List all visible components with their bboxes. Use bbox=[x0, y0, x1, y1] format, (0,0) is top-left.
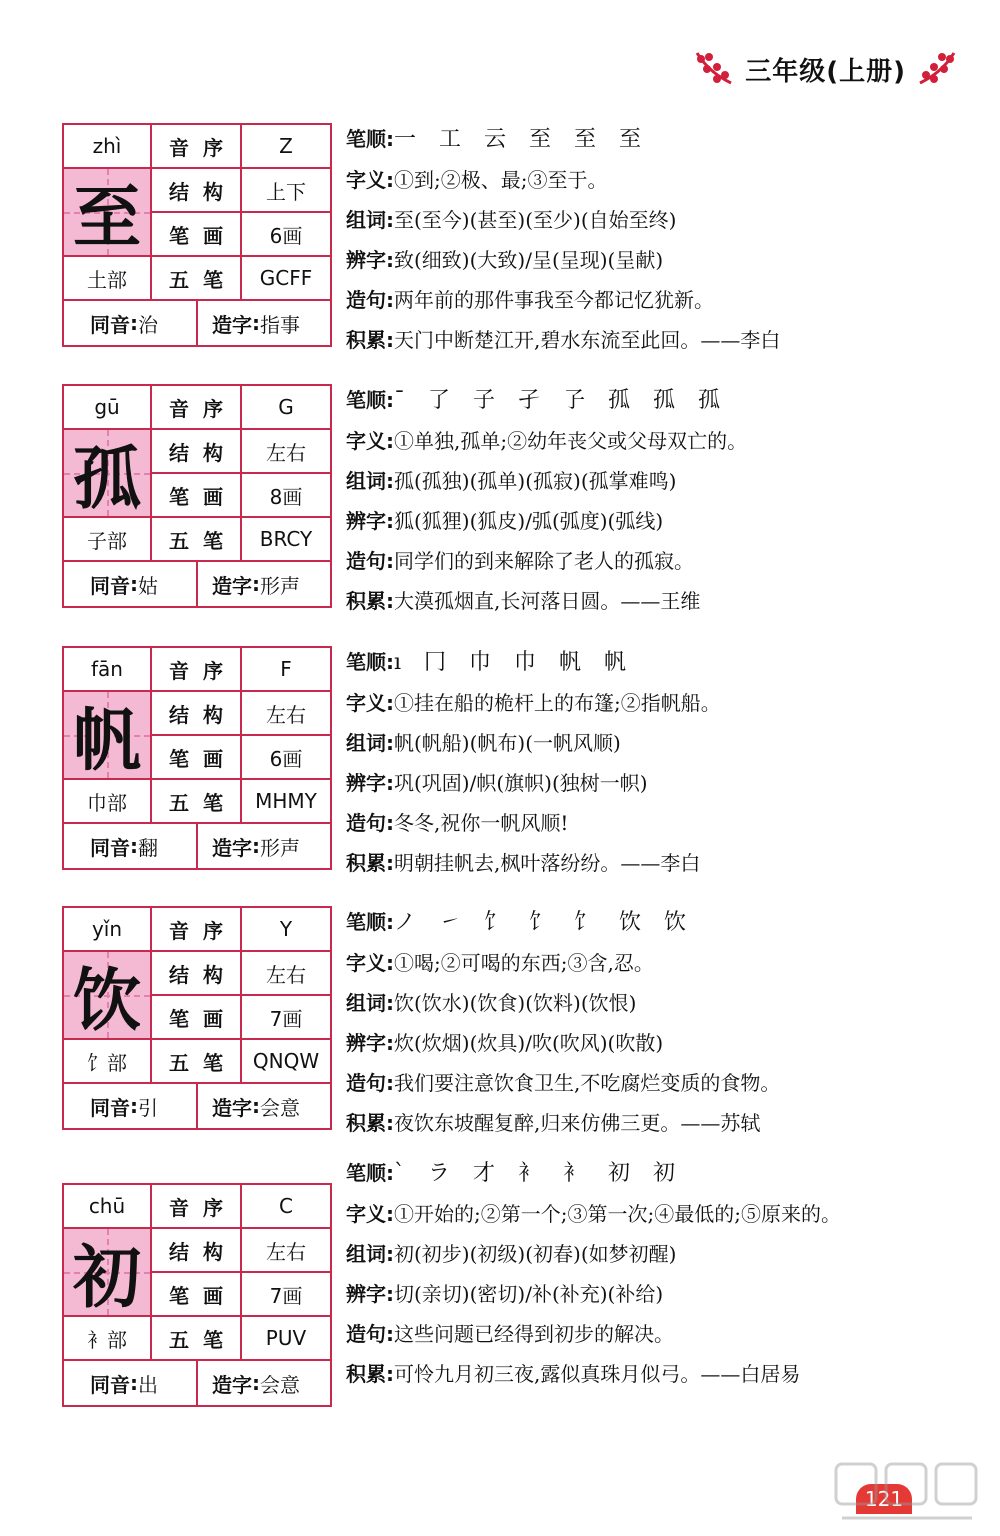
radical: 土部 bbox=[64, 257, 152, 301]
words-key: 组词: bbox=[346, 991, 394, 1015]
accumulate-key: 积累: bbox=[346, 1362, 394, 1386]
formation-label: 造字 bbox=[212, 1372, 252, 1397]
char-card bbox=[62, 906, 332, 1130]
stroke-count: 8画 bbox=[242, 474, 330, 518]
radical: 衤部 bbox=[64, 1317, 152, 1361]
accumulate-key: 积累: bbox=[346, 1111, 394, 1135]
homophone: 同音 : 翻 bbox=[64, 824, 198, 868]
order-value: G bbox=[242, 386, 330, 430]
meaning: ①开始的;②第一个;③第一次;④最低的;⑤原来的。 bbox=[394, 1202, 841, 1226]
homophone-value: 出 bbox=[138, 1372, 158, 1397]
homophone: 同音 : 引 bbox=[64, 1084, 198, 1128]
char-box bbox=[64, 169, 152, 257]
pinyin: yǐn bbox=[64, 908, 152, 952]
char-box bbox=[64, 692, 152, 780]
pinyin: gū bbox=[64, 386, 152, 430]
meaning-key: 字义: bbox=[346, 1202, 394, 1226]
main-character: 饮 bbox=[72, 960, 141, 1040]
order-value: Y bbox=[242, 908, 330, 952]
structure-value: 左右 bbox=[242, 692, 330, 736]
homophone: 同音 : 姑 bbox=[64, 562, 198, 606]
structure-label: 结构 bbox=[152, 1229, 242, 1273]
accumulate: 可怜九月初三夜,露似真珠月似弓。——白居易 bbox=[394, 1362, 801, 1386]
formation-label: 造字 bbox=[212, 312, 252, 337]
sentence-key: 造句: bbox=[346, 811, 394, 835]
stroke-order-key: 笔顺: bbox=[346, 650, 394, 674]
distinguish: 炊(炊烟)(炊具)/吹(吹风)(吹散) bbox=[394, 1031, 664, 1055]
sentence-key: 造句: bbox=[346, 288, 394, 312]
radical: 子部 bbox=[64, 518, 152, 562]
formation-value: 形声 bbox=[260, 573, 300, 598]
stroke-count: 7画 bbox=[242, 996, 330, 1040]
accumulate-key: 积累: bbox=[346, 328, 394, 352]
homophone-label: 同音 bbox=[90, 312, 130, 337]
wubi-code: QNQW bbox=[242, 1040, 330, 1084]
distinguish-key: 辨字: bbox=[346, 1282, 394, 1306]
char-info bbox=[346, 902, 946, 1143]
wubi-code: PUV bbox=[242, 1317, 330, 1361]
char-info bbox=[346, 380, 946, 621]
structure-label: 结构 bbox=[152, 692, 242, 736]
pinyin: fān bbox=[64, 648, 152, 692]
formation: 造字 : 指事 bbox=[198, 301, 330, 345]
distinguish-key: 辨字: bbox=[346, 248, 394, 272]
strokes-label: 笔画 bbox=[152, 736, 242, 780]
order-label: 音序 bbox=[152, 386, 242, 430]
order-label: 音序 bbox=[152, 125, 242, 169]
distinguish-key: 辨字: bbox=[346, 1031, 394, 1055]
meaning-key: 字义: bbox=[346, 168, 394, 192]
structure-value: 左右 bbox=[242, 430, 330, 474]
sentence: 同学们的到来解除了老人的孤寂。 bbox=[394, 549, 694, 573]
right-sprig-icon bbox=[916, 47, 960, 91]
homophone-label: 同音 bbox=[90, 1095, 130, 1120]
sentence-key: 造句: bbox=[346, 1322, 394, 1346]
stroke-order-key: 笔顺: bbox=[346, 127, 394, 151]
stroke-count: 6画 bbox=[242, 736, 330, 780]
accumulate: 明朝挂帆去,枫叶落纷纷。——李白 bbox=[394, 851, 701, 875]
words: 孤(孤独)(孤单)(孤寂)(孤掌难鸣) bbox=[394, 469, 677, 493]
wubi-code: GCFF bbox=[242, 257, 330, 301]
distinguish: 致(细致)(大致)/呈(呈现)(呈献) bbox=[394, 248, 664, 272]
char-box bbox=[64, 1229, 152, 1317]
formation: 造字 : 会意 bbox=[198, 1361, 330, 1405]
accumulate: 夜饮东坡醒复醉,归来仿佛三更。——苏轼 bbox=[394, 1111, 761, 1135]
stroke-order-key: 笔顺: bbox=[346, 1161, 394, 1185]
meaning: ①到;②极、最;③至于。 bbox=[394, 168, 608, 192]
stroke-order: ˉ 了 子 孑 孒 孤 孤 孤 bbox=[394, 388, 728, 413]
accumulate: 大漠孤烟直,长河落日圆。——王维 bbox=[394, 589, 701, 613]
formation-value: 会意 bbox=[260, 1095, 300, 1120]
char-card bbox=[62, 1183, 332, 1407]
pinyin: zhì bbox=[64, 125, 152, 169]
distinguish: 巩(巩固)/帜(旗帜)(独树一帜) bbox=[394, 771, 648, 795]
formation-label: 造字 bbox=[212, 1095, 252, 1120]
char-info bbox=[346, 119, 946, 360]
page-number: 121 bbox=[856, 1484, 912, 1514]
structure-label: 结构 bbox=[152, 952, 242, 996]
stroke-count: 7画 bbox=[242, 1273, 330, 1317]
homophone: 同音 : 治 bbox=[64, 301, 198, 345]
formation-value: 会意 bbox=[260, 1372, 300, 1397]
grade-title: 三年级(上册) bbox=[745, 56, 906, 87]
formation: 造字 : 会意 bbox=[198, 1084, 330, 1128]
order-value: C bbox=[242, 1185, 330, 1229]
words: 饮(饮水)(饮食)(饮料)(饮恨) bbox=[394, 991, 637, 1015]
homophone-label: 同音 bbox=[90, 835, 130, 860]
wubi-label: 五笔 bbox=[152, 780, 242, 824]
sentence: 冬冬,祝你一帆风顺! bbox=[394, 811, 569, 835]
accumulate-key: 积累: bbox=[346, 851, 394, 875]
formation-label: 造字 bbox=[212, 835, 252, 860]
char-card bbox=[62, 384, 332, 608]
main-character: 至 bbox=[72, 177, 141, 257]
char-card bbox=[62, 123, 332, 347]
sentence-key: 造句: bbox=[346, 1071, 394, 1095]
structure-value: 左右 bbox=[242, 952, 330, 996]
words-key: 组词: bbox=[346, 208, 394, 232]
stroke-order-key: 笔顺: bbox=[346, 910, 394, 934]
radical: 巾部 bbox=[64, 780, 152, 824]
sentence: 两年前的那件事我至今都记忆犹新。 bbox=[394, 288, 714, 312]
distinguish: 切(亲切)(密切)/补(补充)(补给) bbox=[394, 1282, 664, 1306]
words-key: 组词: bbox=[346, 1242, 394, 1266]
wubi-label: 五笔 bbox=[152, 1317, 242, 1361]
words-key: 组词: bbox=[346, 469, 394, 493]
structure-label: 结构 bbox=[152, 430, 242, 474]
stroke-order: ı 冂 巾 巾 帆 帆 bbox=[394, 650, 635, 675]
homophone-label: 同音 bbox=[90, 573, 130, 598]
wubi-label: 五笔 bbox=[152, 257, 242, 301]
sentence: 我们要注意饮食卫生,不吃腐烂变质的食物。 bbox=[394, 1071, 781, 1095]
distinguish-key: 辨字: bbox=[346, 771, 394, 795]
meaning-key: 字义: bbox=[346, 691, 394, 715]
homophone-value: 引 bbox=[138, 1095, 158, 1120]
stroke-count: 6画 bbox=[242, 213, 330, 257]
sentence: 这些问题已经得到初步的解决。 bbox=[394, 1322, 674, 1346]
homophone-value: 翻 bbox=[138, 835, 158, 860]
wubi-code: MHMY bbox=[242, 780, 330, 824]
distinguish-key: 辨字: bbox=[346, 509, 394, 533]
distinguish: 狐(狐狸)(狐皮)/弧(弧度)(弧线) bbox=[394, 509, 664, 533]
strokes-label: 笔画 bbox=[152, 474, 242, 518]
char-card bbox=[62, 646, 332, 870]
order-label: 音序 bbox=[152, 908, 242, 952]
words-key: 组词: bbox=[346, 731, 394, 755]
accumulate: 天门中断楚江开,碧水东流至此回。——李白 bbox=[394, 328, 781, 352]
structure-value: 左右 bbox=[242, 1229, 330, 1273]
homophone-value: 治 bbox=[138, 312, 158, 337]
strokes-label: 笔画 bbox=[152, 996, 242, 1040]
stroke-order-key: 笔顺: bbox=[346, 388, 394, 412]
char-box bbox=[64, 952, 152, 1040]
meaning: ①喝;②可喝的东西;③含,忍。 bbox=[394, 951, 654, 975]
wubi-code: BRCY bbox=[242, 518, 330, 562]
meaning-key: 字义: bbox=[346, 429, 394, 453]
structure-label: 结构 bbox=[152, 169, 242, 213]
char-info bbox=[346, 1153, 946, 1394]
meaning: ①挂在船的桅杆上的布篷;②指帆船。 bbox=[394, 691, 721, 715]
page-header bbox=[691, 44, 960, 94]
main-character: 帆 bbox=[72, 700, 141, 780]
left-sprig-icon bbox=[691, 47, 735, 91]
order-value: F bbox=[242, 648, 330, 692]
wubi-label: 五笔 bbox=[152, 1040, 242, 1084]
order-label: 音序 bbox=[152, 1185, 242, 1229]
words: 初(初步)(初级)(初春)(如梦初醒) bbox=[394, 1242, 677, 1266]
formation-value: 形声 bbox=[260, 835, 300, 860]
pinyin: chū bbox=[64, 1185, 152, 1229]
watermark-logo-icon bbox=[832, 1458, 982, 1528]
sentence-key: 造句: bbox=[346, 549, 394, 573]
meaning-key: 字义: bbox=[346, 951, 394, 975]
strokes-label: 笔画 bbox=[152, 1273, 242, 1317]
main-character: 初 bbox=[72, 1237, 141, 1317]
accumulate-key: 积累: bbox=[346, 589, 394, 613]
words: 帆(帆船)(帆布)(一帆风顺) bbox=[394, 731, 621, 755]
formation: 造字 : 形声 bbox=[198, 562, 330, 606]
stroke-order: ˋ ラ 才 衤 衤 初 初 bbox=[394, 1161, 683, 1186]
order-value: Z bbox=[242, 125, 330, 169]
formation: 造字 : 形声 bbox=[198, 824, 330, 868]
char-box bbox=[64, 430, 152, 518]
stroke-order: ノ ㇀ 饣 饣 饣 饮 饮 bbox=[394, 910, 694, 935]
meaning: ①单独,孤单;②幼年丧父或父母双亡的。 bbox=[394, 429, 748, 453]
stroke-order: 一 工 云 至 至 至 bbox=[394, 127, 649, 152]
main-character: 孤 bbox=[72, 438, 141, 518]
homophone-label: 同音 bbox=[90, 1372, 130, 1397]
wubi-label: 五笔 bbox=[152, 518, 242, 562]
radical: 饣部 bbox=[64, 1040, 152, 1084]
strokes-label: 笔画 bbox=[152, 213, 242, 257]
char-info bbox=[346, 642, 946, 883]
formation-value: 指事 bbox=[260, 312, 300, 337]
formation-label: 造字 bbox=[212, 573, 252, 598]
homophone-value: 姑 bbox=[138, 573, 158, 598]
order-label: 音序 bbox=[152, 648, 242, 692]
homophone: 同音 : 出 bbox=[64, 1361, 198, 1405]
words: 至(至今)(甚至)(至少)(自始至终) bbox=[394, 208, 677, 232]
structure-value: 上下 bbox=[242, 169, 330, 213]
